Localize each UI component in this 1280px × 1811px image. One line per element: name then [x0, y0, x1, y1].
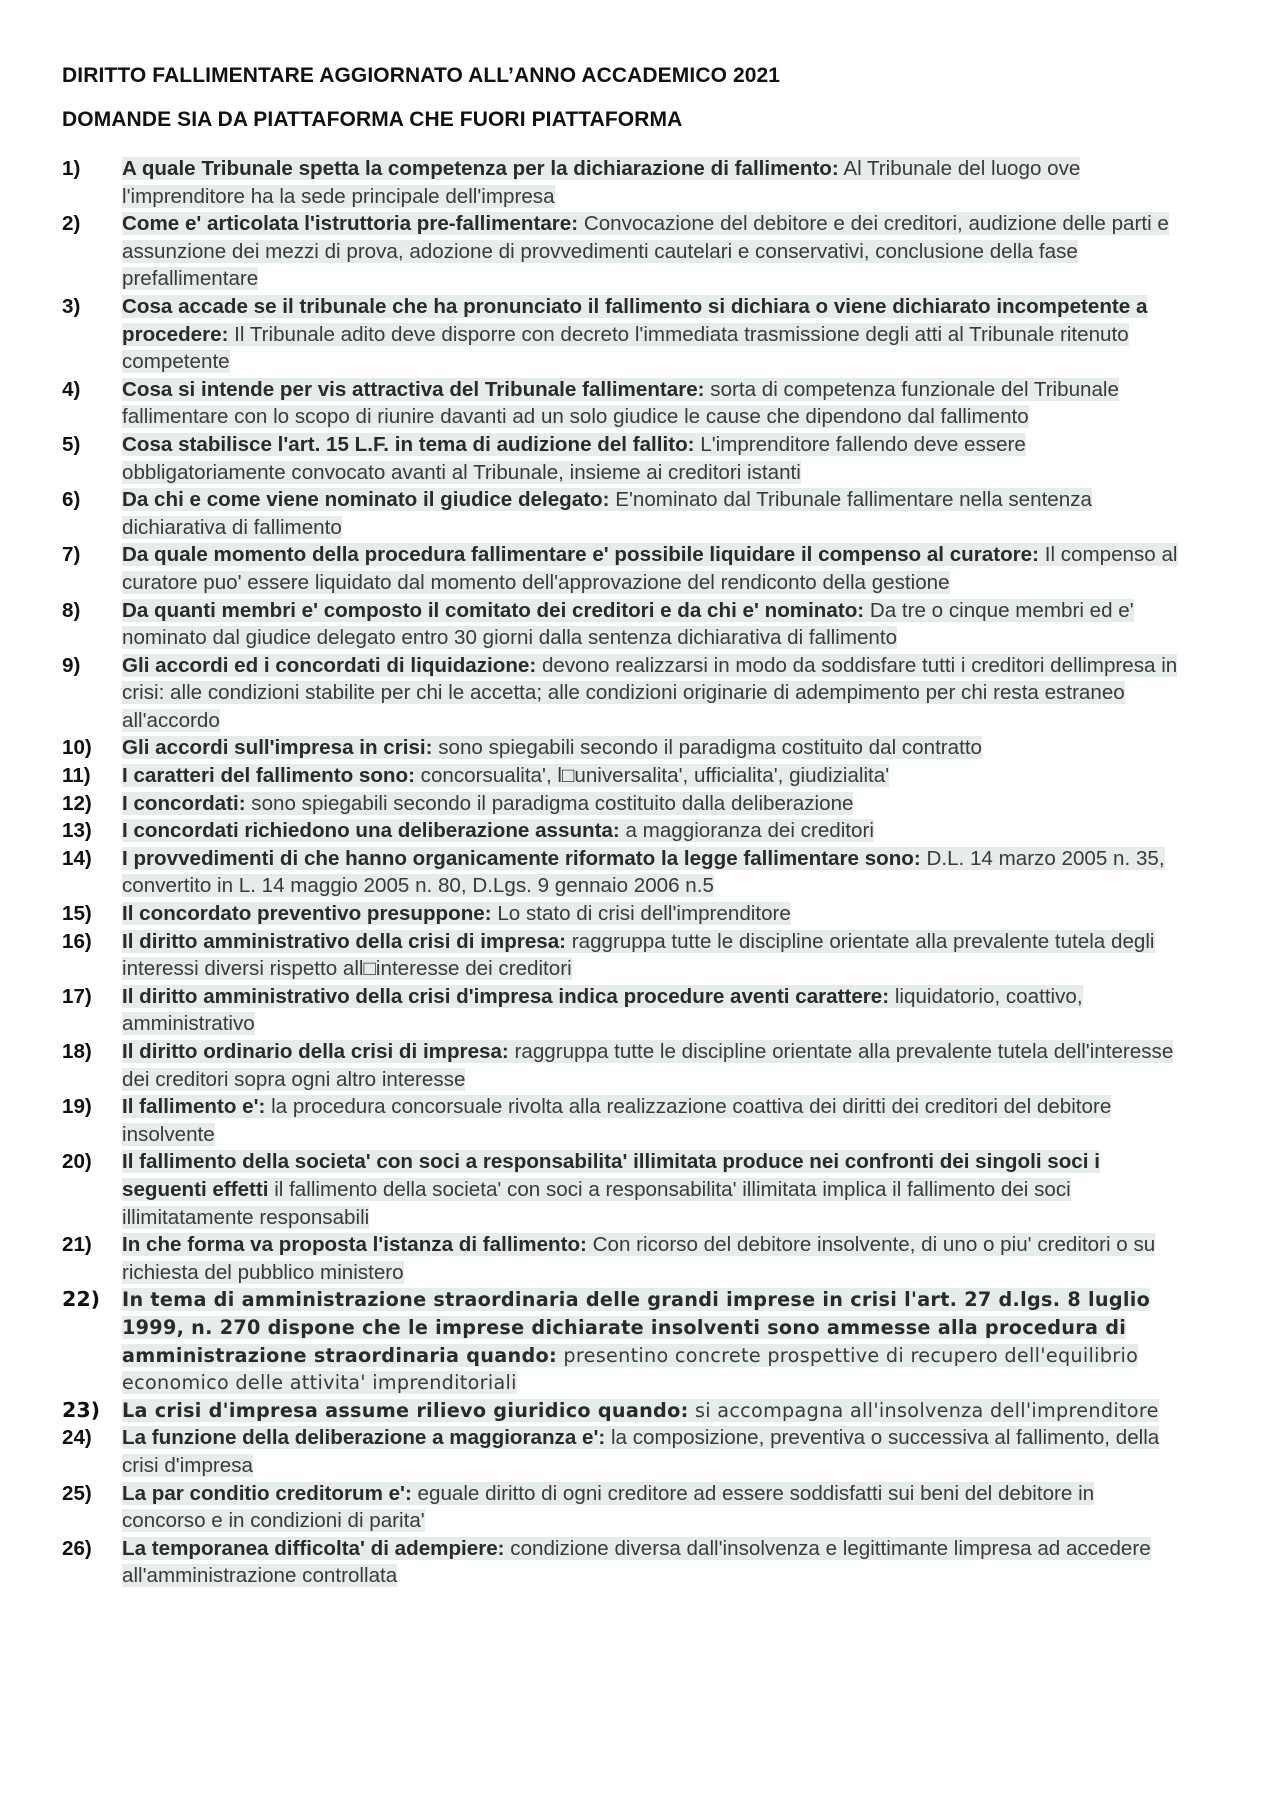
item-number: 15) [62, 902, 92, 926]
list-item [62, 597, 1182, 652]
answer-text: condizione diversa dall'insolvenza e legittimante limpresa ad accedere all'amministrazione controllata [122, 1536, 1151, 1588]
list-item [62, 1286, 1182, 1396]
question-text: I concordati richiedono una deliberazione assunta: [122, 819, 620, 843]
item-body [122, 734, 1182, 762]
item-number: 10) [62, 736, 92, 760]
item-number: 17) [62, 984, 92, 1008]
question-text: Il diritto amministrativo della crisi d'impresa indica procedure aventi carattere: [122, 984, 890, 1008]
list-item [62, 817, 1182, 845]
answer-text: raggruppa tutte le discipline orientate alla prevalente tutela degli interessi diversi rispetto all□interesse dei creditori [122, 929, 1155, 981]
answer-text: L'imprenditore fallendo deve essere obbligatoriamente convocato avanti al Tribunale, insieme ai creditori istanti [122, 432, 1026, 484]
list-item [62, 376, 1182, 431]
item-number: 18) [62, 1040, 92, 1063]
item-body [122, 762, 1182, 790]
item-body [122, 155, 1182, 210]
list-item [62, 928, 1182, 983]
item-number: 1) [62, 157, 81, 180]
list-item [62, 1038, 1182, 1093]
answer-text: la composizione, preventiva o successiva al fallimento, della crisi d'impresa [122, 1426, 1160, 1477]
item-number: 2) [62, 212, 81, 236]
item-body [122, 845, 1182, 900]
item-body [122, 817, 1182, 845]
question-text: I caratteri del fallimento sono: [122, 764, 415, 788]
list-item [62, 734, 1182, 762]
item-body [122, 1480, 1182, 1535]
list-item [62, 1093, 1182, 1148]
item-number: 25) [62, 1481, 92, 1505]
question-text: I provvedimenti di che hanno organicamente riformato la legge fallimentare sono: [122, 846, 921, 870]
list-item [62, 1397, 1182, 1425]
item-number: 26) [62, 1536, 92, 1560]
list-item [62, 155, 1182, 210]
item-body [122, 1397, 1182, 1425]
item-number: 6) [62, 488, 81, 512]
item-body [122, 486, 1182, 541]
answer-text: Convocazione del debitore e dei creditori, audizione delle parti e assunzione dei mezzi di prova, adozione di provvedimenti cautelari e conservativi, conclusione della fase prefallimentare [122, 212, 1169, 291]
item-number: 9) [62, 653, 81, 677]
question-text: Gli accordi ed i concordati di liquidazione: [122, 653, 537, 677]
answer-text: sono spiegabili secondo il paradigma costituito dalla deliberazione [245, 791, 854, 815]
list-item [62, 1231, 1182, 1286]
item-number: 7) [62, 543, 81, 567]
item-number: 23) [62, 1397, 101, 1422]
question-text: La temporanea difficolta' di adempiere: [122, 1536, 505, 1560]
question-text: In tema di amministrazione straordinaria delle grandi imprese in crisi l'art. 27 d.lgs. 8 luglio 1999, n. 270 dispone che le imprese dichiarate insolventi sono ammesse alla procedura di amministrazione straordinaria quando: [122, 1288, 1151, 1367]
question-text: Da quale momento della procedura fallimentare e' possibile liquidare il compenso al curatore: [122, 543, 1039, 567]
item-body [122, 1148, 1182, 1231]
item-body [122, 210, 1182, 293]
answer-text: Da tre o cinque membri ed e' nominato dal giudice delegato entro 30 giorni dalla sentenza dichiarativa di fallimento [122, 598, 1134, 650]
item-body [122, 541, 1182, 596]
answer-text: la procedura concorsuale rivolta alla realizzazione coattiva dei diritti dei creditori del debitore insolvente [122, 1095, 1112, 1146]
question-text: Come e' articolata l'istruttoria pre-fallimentare: [122, 212, 579, 236]
question-text: Il fallimento e': [122, 1095, 266, 1119]
list-item [62, 845, 1182, 900]
answer-text: Lo stato di crisi dell'imprenditore [491, 902, 791, 926]
item-body [122, 790, 1182, 818]
answer-text: sorta di competenza funzionale del Tribunale fallimentare con lo scopo di riunire davanti ad un solo giudice le cause che dipendono dal fallimento [122, 377, 1119, 429]
item-number: 22) [62, 1287, 101, 1312]
question-text: I concordati: [122, 791, 246, 815]
item-number: 16) [62, 929, 92, 953]
question-text: Cosa accade se il tribunale che ha pronunciato il fallimento si dichiara o viene dichiarato incompetente a procedere: [122, 294, 1148, 346]
question-text: Gli accordi sull'impresa in crisi: [122, 736, 433, 760]
question-text: La crisi d'impresa assume rilievo giuridico quando: [122, 1398, 689, 1422]
question-text: Da quanti membri e' composto il comitato dei creditori e da chi e' nominato: [122, 598, 865, 622]
answer-text: liquidatorio, coattivo, amministrativo [122, 984, 1083, 1036]
item-body [122, 652, 1182, 735]
item-number: 12) [62, 791, 92, 815]
answer-text: Al Tribunale del luogo ove l'imprenditore ha la sede principale dell'impresa [122, 157, 1081, 208]
question-text: In che forma va proposta l'istanza di fallimento: [122, 1233, 587, 1257]
answer-text: raggruppa tutte le discipline orientate alla prevalente tutela dell'interesse dei creditori sopra ogni altro interesse [122, 1040, 1174, 1091]
item-number: 3) [62, 294, 81, 318]
answer-text: si accompagna all'insolvenza dell'imprenditore [688, 1398, 1159, 1422]
question-text: La par conditio creditorum e': [122, 1481, 412, 1505]
answer-text: Con ricorso del debitore insolvente, di uno o piu' creditori o su richiesta del pubblico ministero [122, 1233, 1156, 1284]
question-text: Il concordato preventivo presuppone: [122, 902, 492, 926]
item-body [122, 376, 1182, 431]
item-body [122, 1424, 1182, 1479]
list-item [62, 1148, 1182, 1231]
question-text: Da chi e come viene nominato il giudice delegato: [122, 488, 610, 512]
list-item [62, 983, 1182, 1038]
item-body [122, 983, 1182, 1038]
item-body [122, 1286, 1182, 1396]
document-title: DIRITTO FALLIMENTARE AGGIORNATO ALL’ANNO ACCADEMICO 2021 [62, 64, 781, 87]
question-text: Cosa stabilisce l'art. 15 L.F. in tema di audizione del fallito: [122, 432, 695, 456]
item-body [122, 1093, 1182, 1148]
list-item [62, 900, 1182, 928]
list-item [62, 293, 1182, 376]
question-text: Il diritto ordinario della crisi di impresa: [122, 1040, 509, 1063]
list-item [62, 210, 1182, 293]
answer-text: E'nominato dal Tribunale fallimentare nella sentenza dichiarativa di fallimento [122, 488, 1092, 539]
answer-text: D.L. 14 marzo 2005 n. 35, convertito in L. 14 maggio 2005 n. 80, D.Lgs. 9 gennaio 2006 n.5 [122, 846, 1165, 898]
item-number: 5) [62, 432, 81, 456]
item-number: 8) [62, 598, 81, 622]
question-text: La funzione della deliberazione a maggioranza e': [122, 1426, 606, 1450]
list-item [62, 790, 1182, 818]
item-body [122, 293, 1182, 376]
answer-text: il fallimento della societa' con soci a responsabilita' illimitata implica il fallimento dei soci illimitatamente responsabili [122, 1177, 1071, 1229]
answer-text: presentino concrete prospettive di recupero dell'equilibrio economico delle attivita' imprenditoriali [122, 1343, 1139, 1395]
item-number: 4) [62, 377, 81, 401]
answer-text: concorsualita', l□universalita', ufficialita', giudizialita' [414, 764, 890, 788]
question-text: Il diritto amministrativo della crisi di impresa: [122, 929, 567, 953]
item-body [122, 1038, 1182, 1093]
item-body [122, 1535, 1182, 1590]
item-number: 19) [62, 1095, 92, 1119]
item-body [122, 597, 1182, 652]
answer-text: a maggioranza dei creditori [619, 819, 874, 843]
item-number: 24) [62, 1426, 92, 1450]
list-item [62, 1535, 1182, 1590]
list-item [62, 1424, 1182, 1479]
answer-text: Il Tribunale adito deve disporre con decreto l'immediata trasmissione degli atti al Tribunale ritenuto competente [122, 322, 1129, 374]
list-item [62, 1480, 1182, 1535]
list-item [62, 762, 1182, 790]
list-item [62, 652, 1182, 735]
document-subtitle: DOMANDE SIA DA PIATTAFORMA CHE FUORI PIATTAFORMA [62, 108, 683, 131]
qa-list [62, 155, 1182, 1590]
item-number: 13) [62, 819, 92, 843]
answer-text: Il compenso al curatore puo' essere liquidato dal momento dell'approvazione del rendiconto della gestione [122, 543, 1178, 594]
question-text: A quale Tribunale spetta la competenza per la dichiarazione di fallimento: [122, 157, 839, 180]
question-text: Cosa si intende per vis attractiva del Tribunale fallimentare: [122, 377, 705, 401]
item-number: 20) [62, 1150, 92, 1174]
answer-text: eguale diritto di ogni creditore ad essere soddisfatti sui beni del debitore in concorso e in condizioni di parita' [122, 1481, 1095, 1533]
item-body [122, 900, 1182, 928]
list-item [62, 431, 1182, 486]
item-body [122, 928, 1182, 983]
answer-text: sono spiegabili secondo il paradigma costituito dal contratto [432, 736, 982, 760]
item-number: 21) [62, 1233, 92, 1257]
item-number: 11) [62, 764, 91, 788]
item-body [122, 431, 1182, 486]
answer-text: devono realizzarsi in modo da soddisfare tutti i creditori dellimpresa in crisi: alle condizioni stabilite per chi le accetta; alle condizioni originarie di adempimento per chi resta estraneo all'accordo [122, 653, 1178, 732]
item-body [122, 1231, 1182, 1286]
question-text: Il fallimento della societa' con soci a responsabilita' illimitata produce nei confronti dei singoli soci i seguenti effetti [122, 1150, 1100, 1201]
list-item [62, 486, 1182, 541]
item-number: 14) [62, 846, 92, 870]
list-item [62, 541, 1182, 596]
